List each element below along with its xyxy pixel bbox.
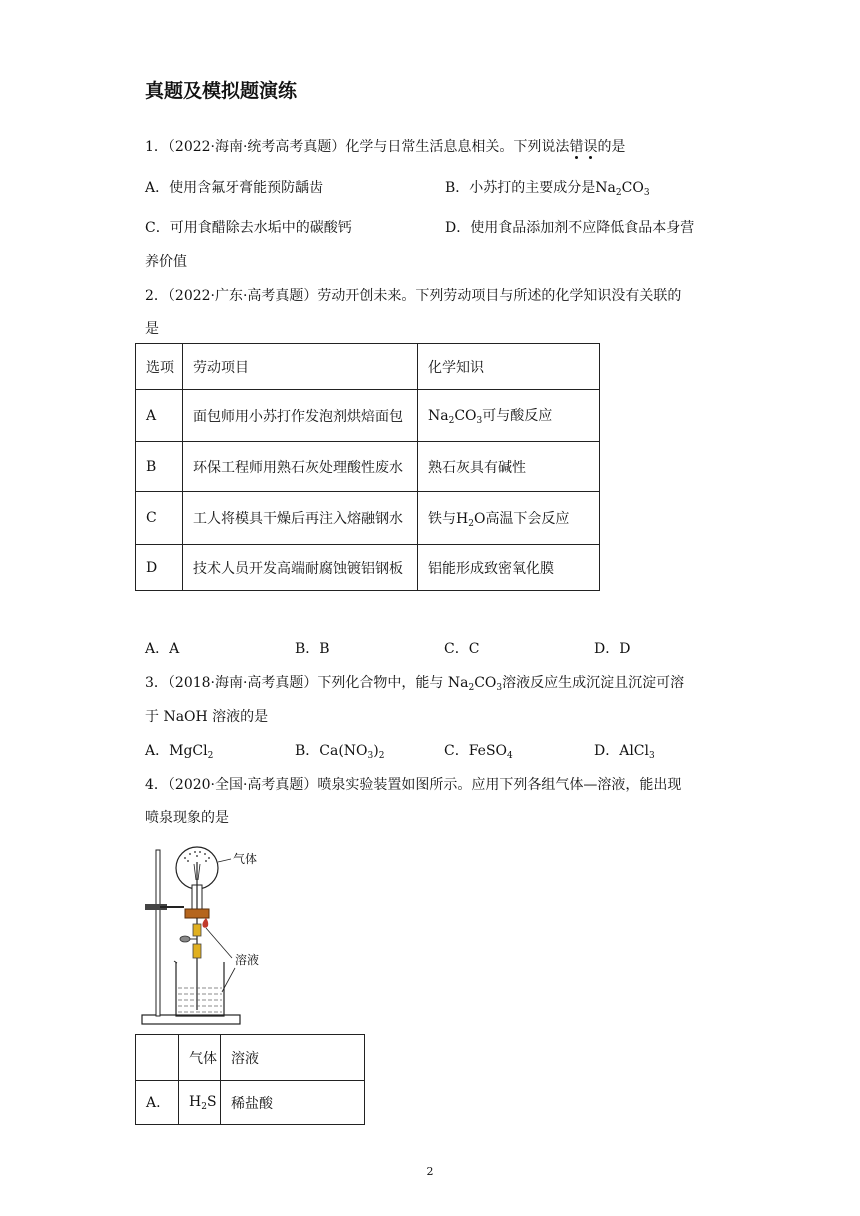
table-header-cell: 溶液 [221,1035,365,1081]
solution-pointer-line-1 [206,928,232,958]
table-header-row [136,344,600,390]
solution-hatching-icon [178,988,222,1012]
gas-pointer-line [218,859,231,862]
table-header-cell: 劳动项目 [183,344,418,390]
q1-option-c: C．可用食醋除去水垢中的碳酸钙 [145,220,352,236]
page-number: 2 [426,1165,434,1178]
fountain-apparatus-figure [140,840,280,1028]
q2-answer-c: C．C [444,641,480,657]
table-cell-labor: 环保工程师用熟石灰处理酸性废水 [183,442,418,492]
emphasis-dot-icon [589,156,592,159]
fig-label-solution: 溶液 [235,953,260,967]
pinch-clamp-icon [193,924,201,936]
table-cell-chem: $Na_2CO_3$可与酸反应 [418,390,600,442]
table-header-cell: 气体 [179,1035,221,1081]
q1-emph-char-1: 错 [569,139,583,155]
q3-option-b: B．$Ca(NO_3)_2$ [295,743,385,761]
table-cell-labor: 技术人员开发高端耐腐蚀镀铝钢板 [183,545,418,591]
q1-option-b: B．小苏打的主要成分是$Na_2CO_3$ [445,180,650,198]
table-cell-gas: $H_2S$ [179,1081,221,1125]
q2-answer-d: D．D [594,641,631,657]
q3-stem: 3．（2018·海南·高考真题）下列化合物中，能与 $Na_2CO_3$溶液反应生成沉淀且沉淀可溶 [145,675,685,693]
q1-stem [145,136,625,156]
q1-stem-text: 1．（2022·海南·统考高考真题）化学与日常生活息息相关。下列说法 [145,139,570,155]
table-row [136,390,600,442]
table-header-cell: 化学知识 [418,344,600,390]
table-cell-chem: 铝能形成致密氧化膜 [418,545,600,591]
table-header-row [136,1035,365,1081]
q3-option-a: A．MgCl$_2$ [145,743,214,761]
table-cell-labor: 面包师用小苏打作发泡剂烘焙面包 [183,390,418,442]
q4-stem-cont: 喷泉现象的是 [145,810,229,826]
table-cell-solution: 稀盐酸 [221,1081,365,1125]
table-cell-option: A [136,390,183,442]
q2-stem-cont: 是 [145,321,159,337]
fig-label-gas: 气体 [233,852,258,866]
table-cell-chem: 铁与$H_2O$高温下会反应 [418,492,600,545]
table-row [136,442,600,492]
table-row [136,492,600,545]
beaker-icon [176,962,224,1016]
table-cell-option: D [136,545,183,591]
q2-table [135,343,600,591]
table-cell-chem: 熟石灰具有碱性 [418,442,600,492]
stopcock-icon [180,936,190,942]
table-header-cell [136,1035,179,1081]
q3-stem-cont: 于 NaOH 溶液的是 [145,709,269,725]
table-cell-option: A. [136,1081,179,1125]
page-title: 真题及模拟题演练 [145,80,298,102]
q1-option-d-cont: 养价值 [145,254,187,270]
table-cell-labor: 工人将模具干燥后再注入熔融钢水 [183,492,418,545]
q1-stem-end: 的是 [597,139,626,155]
table-cell-option: C [136,492,183,545]
q2-stem: 2．（2022·广东·高考真题）劳动开创未来。下列劳动项目与所述的化学知识没有关联的 [145,288,682,304]
emphasis-dot-icon [575,156,578,159]
table-cell-option: B [136,442,183,492]
table-row [136,545,600,591]
q3-option-d: D．AlCl$_3$ [594,743,655,761]
stand-pole-icon [156,850,160,1016]
q1-option-d: D．使用食品添加剂不应降低食品本身营 [445,220,695,236]
q1-option-a: A．使用含氟牙膏能预防龋齿 [145,180,324,196]
q4-stem: 4．（2020·全国·高考真题）喷泉实验装置如图所示。应用下列各组气体—溶液，能出现 [145,777,682,793]
q2-answer-a: A．A [145,641,180,657]
dropper-bulb-icon [202,918,208,928]
table-row [136,1081,365,1125]
rubber-hose-icon [193,944,201,958]
q4-table [135,1034,365,1125]
q1-emph-char-2: 误 [583,139,597,155]
q2-answer-b: B．B [295,641,330,657]
q3-option-c: C．FeSO$_4$ [444,743,513,761]
table-header-cell: 选项 [136,344,183,390]
rubber-stopper-icon [185,909,209,918]
